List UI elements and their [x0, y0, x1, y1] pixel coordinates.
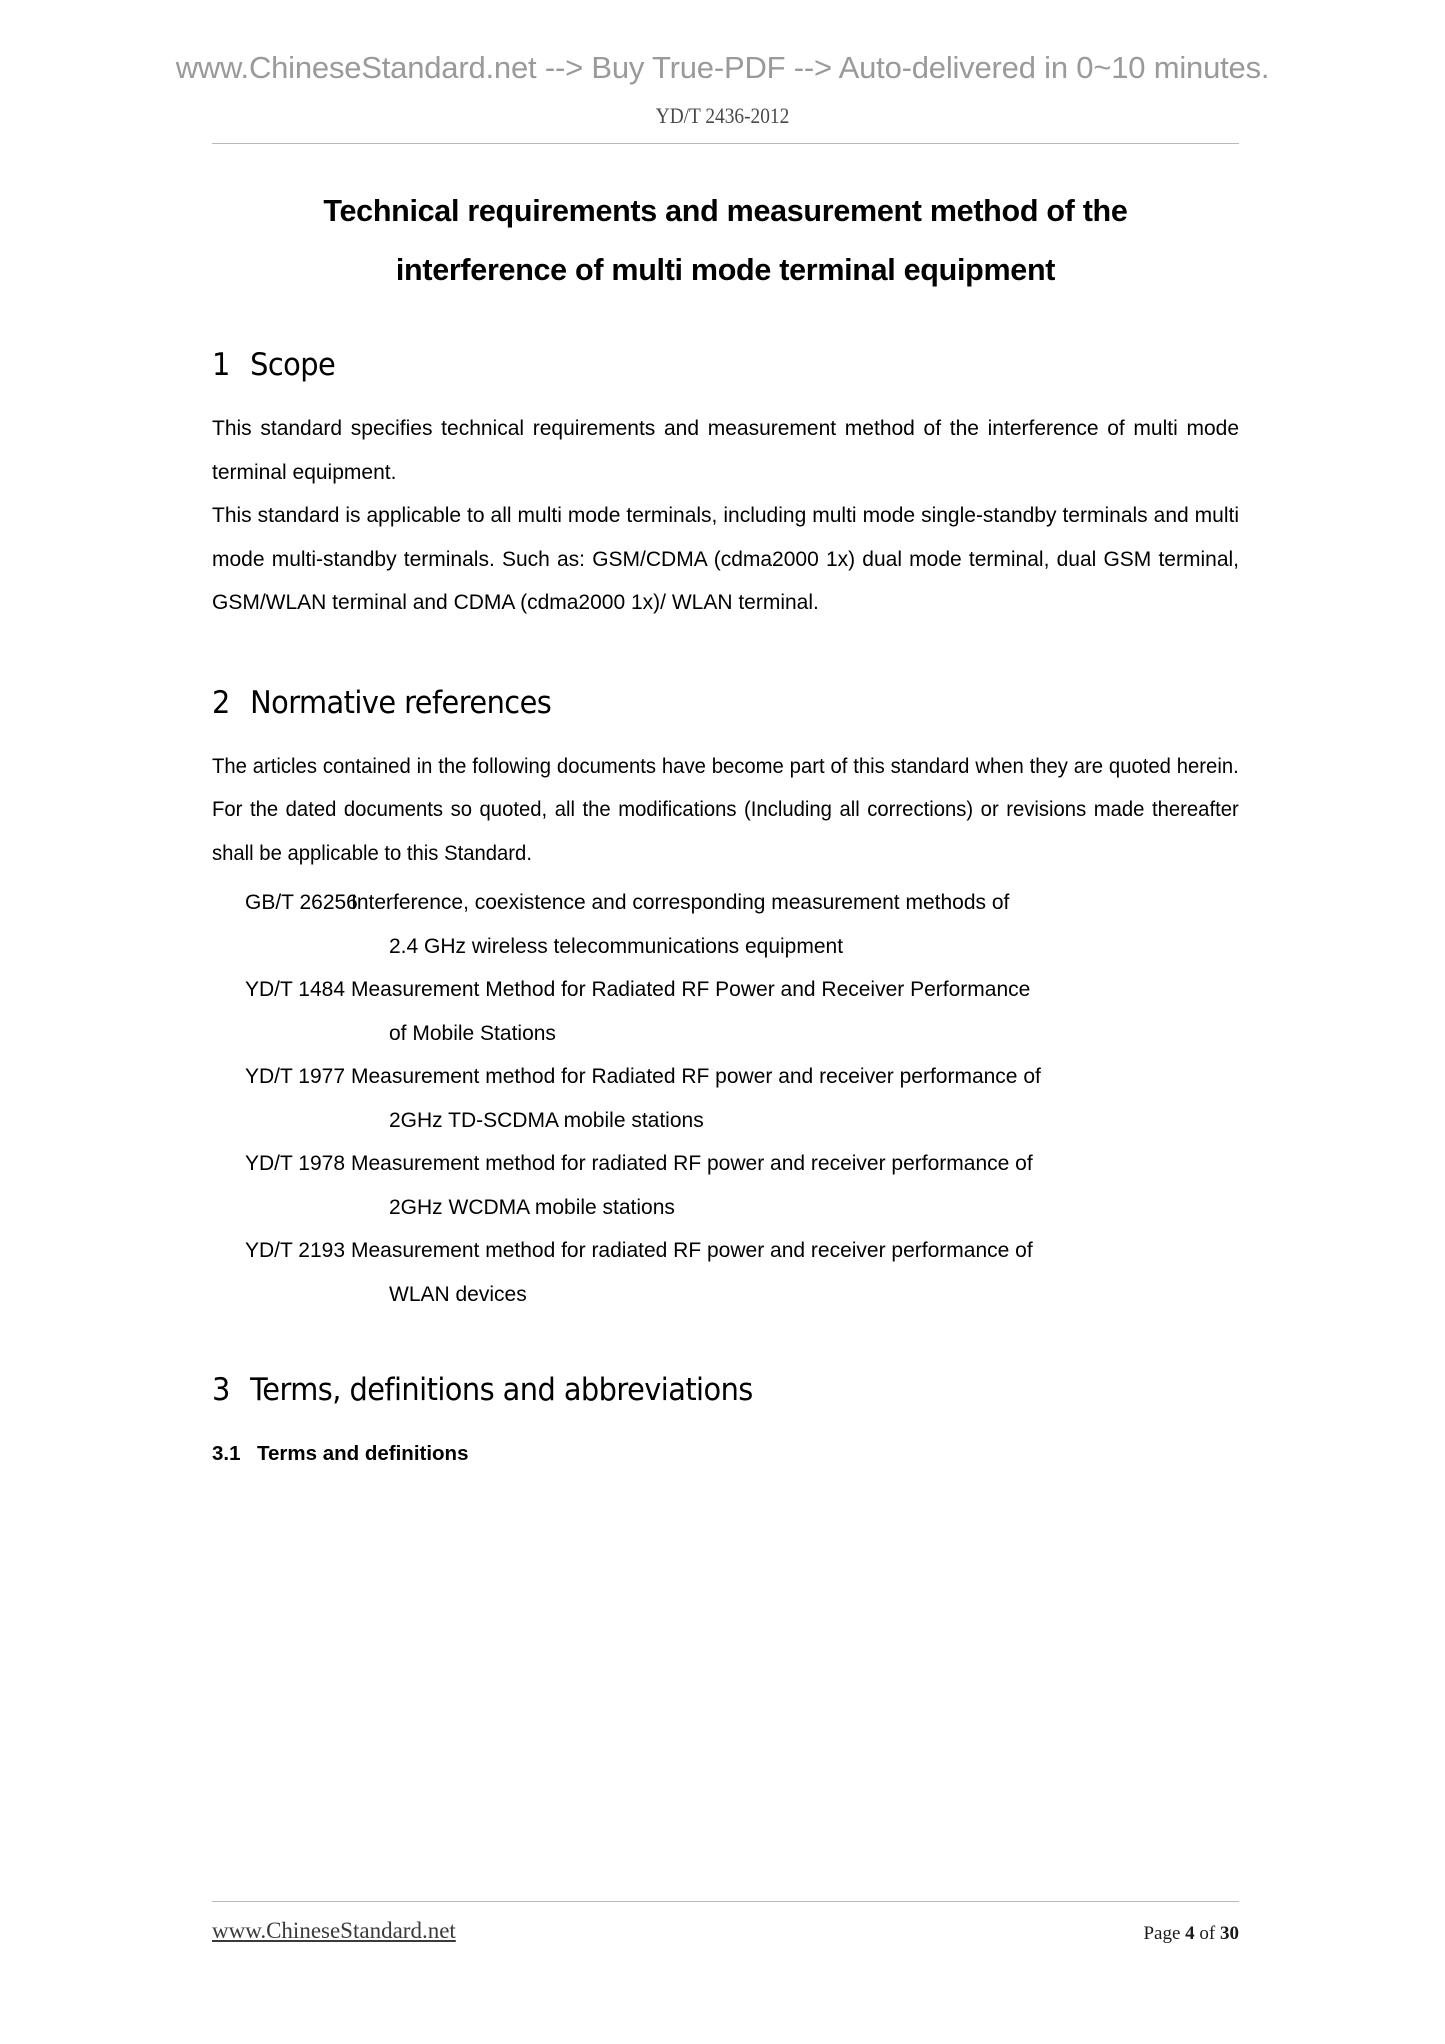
- normative-intro-paragraph: The articles contained in the following documents have become part of this standard when they are quoted herein. For the dated documents so quoted, all the modifications (Including all corrections) or revisions made thereafter shall be applicable to this Standard.: [212, 754, 1239, 865]
- section-normative-references: [212, 685, 1239, 1317]
- reference-title: Interference, coexistence and corresponding measurement methods of: [351, 891, 1010, 915]
- footer-site-link[interactable]: www.ChineseStandard.net: [212, 1918, 456, 1943]
- reference-title-continuation: 2.4 GHz wireless telecommunications equipment: [389, 934, 844, 958]
- section-number-2: 2: [212, 684, 230, 721]
- page-total: 30: [1220, 1923, 1239, 1944]
- reference-title: Measurement Method for Radiated RF Power and Receiver Performance: [351, 978, 1031, 1002]
- section-scope: [212, 347, 1239, 625]
- reference-title: Measurement method for radiated RF power and receiver performance of: [351, 1239, 1033, 1263]
- section-heading-normative: [212, 685, 1167, 722]
- reference-title-continuation: 2GHz TD-SCDMA mobile stations: [389, 1108, 704, 1132]
- footer-divider: [212, 1901, 1239, 1902]
- section-heading-terms: [212, 1372, 1167, 1409]
- subsection-number-3-1: 3.1: [212, 1441, 241, 1465]
- page-middle: of: [1194, 1923, 1220, 1944]
- reference-title: Measurement method for radiated RF power and receiver performance of: [351, 1152, 1033, 1176]
- section-heading-scope: [212, 347, 1167, 384]
- footer-page-number: [1100, 1923, 1239, 1945]
- document-title: [212, 182, 1239, 300]
- document-title-line2: interference of multi mode terminal equipment: [395, 253, 1056, 287]
- reference-code: GB/T 26256: [245, 891, 358, 915]
- section-title-3: Terms, definitions and abbreviations: [250, 1372, 753, 1409]
- scope-paragraph-2: This standard is applicable to all multi mode terminals, including multi mode single-standby terminals and multi mode multi-standby terminals. Such as: GSM/CDMA (cdma2000 1x) dual mode terminal, dual GSM terminal, GSM/WLAN terminal and CDMA (cdma2000 1x)/ WLAN terminal.: [212, 504, 1239, 615]
- page-current: 4: [1185, 1923, 1195, 1944]
- header-divider: [212, 143, 1239, 144]
- subsection-heading-terms-definitions: [212, 1442, 1239, 1467]
- reference-title-continuation: 2GHz WCDMA mobile stations: [389, 1195, 675, 1219]
- reference-title-continuation: of Mobile Stations: [389, 1021, 556, 1045]
- normative-reference-list: [212, 881, 1239, 1316]
- section-number-3: 3: [212, 1372, 230, 1409]
- reference-code: YD/T 1484: [245, 978, 346, 1002]
- reference-item: [212, 1229, 1239, 1273]
- reference-code: YD/T 1978: [245, 1152, 346, 1176]
- document-title-line1: Technical requirements and measurement method of the: [323, 194, 1128, 228]
- section-title-2: Normative references: [250, 684, 552, 721]
- standard-number: YD/T 2436-2012: [655, 103, 790, 128]
- reference-title-continuation: WLAN devices: [389, 1282, 527, 1306]
- reference-code: YD/T 1977: [245, 1065, 346, 1089]
- page-prefix: Page: [1143, 1923, 1186, 1944]
- section-title-1: Scope: [250, 347, 336, 383]
- reference-title: Measurement method for Radiated RF power and receiver performance of: [351, 1065, 1041, 1089]
- page-content: [212, 182, 1239, 1466]
- section-terms-definitions: [212, 1372, 1239, 1466]
- reference-item: [212, 1142, 1239, 1186]
- reference-item: [212, 881, 1239, 925]
- scope-paragraph-1: This standard specifies technical requirements and measurement method of the interference of multi mode terminal equipment.: [212, 417, 1239, 484]
- reference-code: YD/T 2193: [245, 1239, 346, 1263]
- reference-item: [212, 1055, 1239, 1099]
- promo-watermark: www.ChineseStandard.net --> Buy True-PDF --> Auto-delivered in 0~10 minutes.: [175, 50, 1270, 85]
- subsection-title-3-1: Terms and definitions: [257, 1441, 469, 1465]
- reference-item: [212, 968, 1239, 1012]
- section-number-1: 1: [212, 347, 230, 383]
